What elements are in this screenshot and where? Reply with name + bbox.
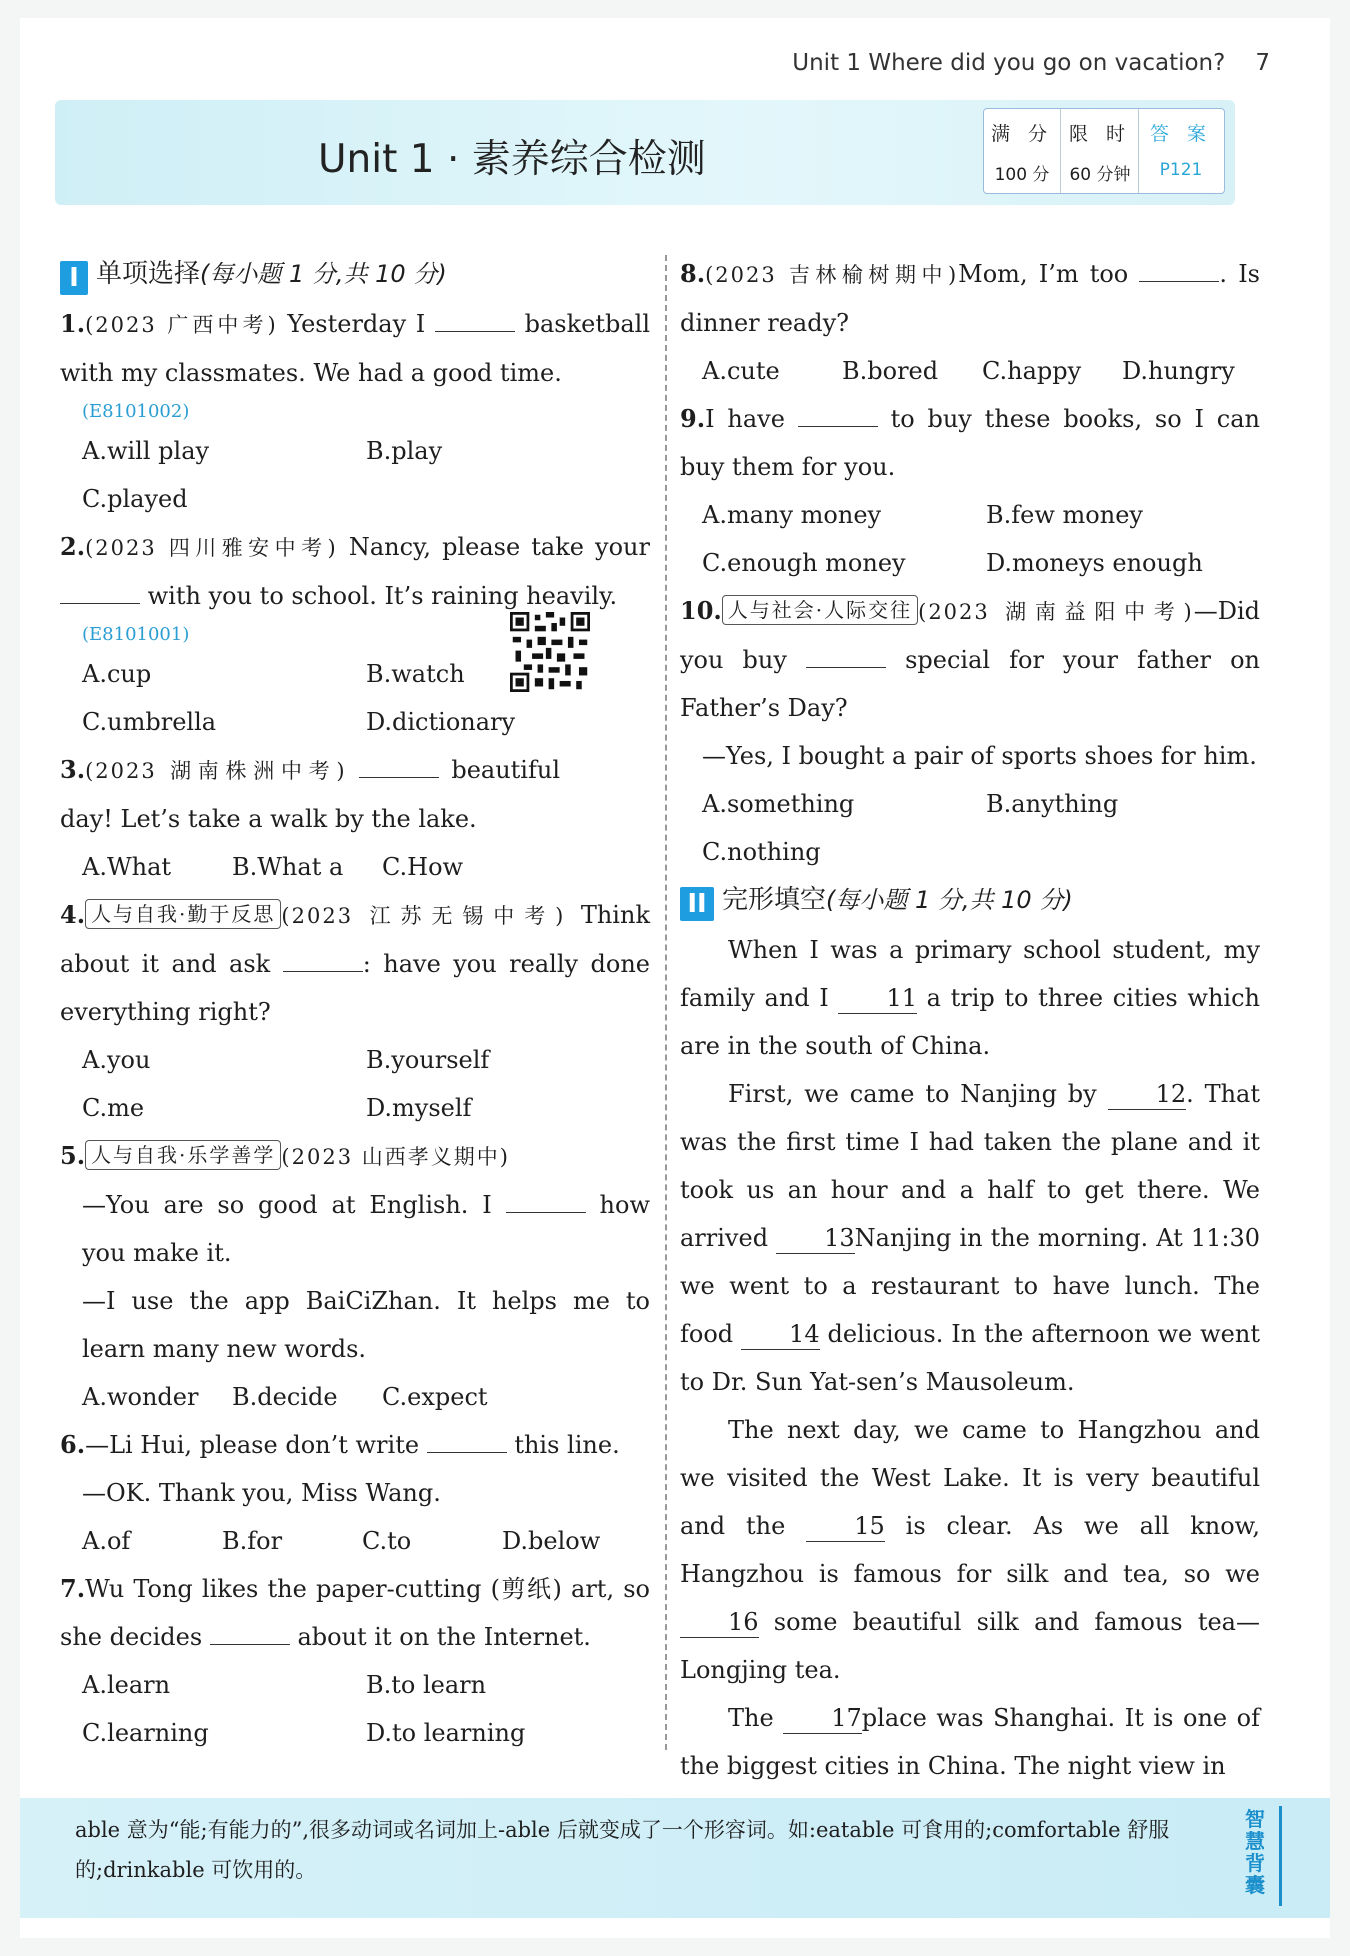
answer-blank[interactable] [435, 309, 515, 332]
option[interactable]: B.decide [232, 1383, 338, 1411]
options [60, 1084, 650, 1132]
dialogue-line: —I use the app BaiCiZhan. It helps me to learn many new words. [82, 1287, 650, 1363]
option[interactable]: C.to [362, 1527, 412, 1555]
column-divider [665, 255, 667, 1750]
option[interactable]: B.bored [842, 357, 939, 385]
options [60, 1517, 650, 1565]
option[interactable]: C.How [382, 853, 464, 881]
option[interactable]: A.cup [82, 660, 152, 688]
option[interactable]: A.many money [702, 501, 882, 529]
cloze-blank[interactable]: 12 [1108, 1079, 1187, 1110]
answer-blank[interactable] [60, 581, 140, 604]
option[interactable]: D.hungry [1122, 357, 1235, 385]
time-limit-cell: 限 时 60 分钟 [1062, 109, 1139, 193]
option[interactable]: C.happy [982, 357, 1082, 385]
question-code: (E8101001) [82, 624, 190, 645]
answer-blank[interactable] [506, 1190, 586, 1213]
options [680, 491, 1260, 539]
cloze-blank[interactable]: 17 [783, 1703, 862, 1734]
options [680, 539, 1260, 587]
option[interactable]: A.something [702, 790, 855, 818]
question-2: 2.(2023 四川雅安中考) Nancy, please take your with you to school. It’s raining heavily. [60, 532, 650, 610]
dialogue-line: —Yes, I bought a pair of sports shoes for him. [702, 742, 1257, 770]
option[interactable]: C.expect [382, 1383, 488, 1411]
question-8: 8.(2023 吉林榆树期中)Mom, I’m too . Is dinner ready? [680, 259, 1260, 337]
options [60, 1373, 650, 1421]
question-5: 5. 人与自我·乐学善学 (2023 山西孝义期中) [60, 1141, 510, 1170]
options [680, 828, 1260, 876]
options [60, 843, 650, 891]
answer-blank[interactable] [359, 755, 439, 778]
options [60, 1709, 650, 1757]
option[interactable]: D.below [502, 1527, 601, 1555]
topic-tag: 人与社会·人际交往 [722, 595, 918, 625]
topic-tag: 人与自我·乐学善学 [85, 1140, 281, 1170]
topic-tag: 人与自我·勤于反思 [85, 899, 281, 929]
question-4: 4. 人与自我·勤于反思 (2023 江苏无锡中考) Think about it and ask : have you really done everything right? [60, 900, 650, 1026]
cloze-paragraph: The 17place was Shanghai. It is one of the biggest cities in China. The night view in [680, 1704, 1260, 1780]
cloze-blank[interactable]: 15 [806, 1511, 885, 1542]
options [60, 475, 650, 523]
option[interactable]: A.of [82, 1527, 131, 1555]
options [60, 1036, 650, 1084]
dialogue-line: —OK. Thank you, Miss Wang. [82, 1479, 441, 1507]
option[interactable]: B.to learn [366, 1671, 487, 1699]
tip-label: 智慧背囊 [1245, 1807, 1265, 1897]
option[interactable]: D.moneys enough [986, 549, 1203, 577]
options [60, 427, 650, 475]
cloze-paragraph: The next day, we came to Hangzhou and we visited the West Lake. It is very beautiful and the 15 is clear. As we all know, Hangzhou is famous for silk and tea, so we 16 some beautiful silk and famous tea—Longjing tea. [680, 1416, 1260, 1684]
option[interactable]: D.to learning [366, 1719, 526, 1747]
running-title: Unit 1 Where did you go on vacation? [792, 50, 1226, 76]
answer-blank[interactable] [806, 645, 886, 668]
dialogue-line: —You are so good at English. I how you make it. [82, 1191, 650, 1267]
cloze-paragraph: First, we came to Nanjing by 12. That was the first time I had taken the plane and it took us an hour and a half to get there. We arrived 13Nanjing in the morning. At 11:30 we went to a restaurant to have lunch. The food 14 delicious. In the afternoon we went to Dr. Sun Yat-sen’s Mausoleum. [680, 1080, 1260, 1396]
page-number: 7 [1255, 50, 1270, 76]
cloze-paragraph: When I was a primary school student, my family and I 11 a trip to three cities which are in the south of China. [680, 936, 1260, 1060]
option[interactable]: A.you [82, 1046, 151, 1074]
option[interactable]: A.wonder [82, 1383, 199, 1411]
option[interactable]: A.will play [82, 437, 210, 465]
tip-footer [20, 1798, 1330, 1918]
section-number-badge: II [680, 887, 714, 921]
answer-blank[interactable] [427, 1430, 507, 1453]
cloze-blank[interactable]: 16 [680, 1607, 759, 1638]
options [680, 347, 1260, 395]
tip-divider [1279, 1806, 1282, 1906]
cloze-blank[interactable]: 11 [838, 983, 917, 1014]
tip-text: able 意为“能;有能力的”,很多动词或名词加上-able 后就变成了一个形容词。如:eatable 可食用的;comfortable 舒服的;drinkable 可饮用的。 [75, 1818, 1170, 1882]
score-box [983, 108, 1225, 194]
left-column [60, 250, 650, 1757]
qr-code-icon[interactable] [510, 612, 590, 692]
options [60, 1661, 650, 1709]
full-score-cell: 满 分 100 分 [984, 109, 1061, 193]
option[interactable]: B.anything [986, 790, 1119, 818]
page-title: Unit 1 · 素养综合检测 [318, 137, 706, 182]
section-heading: II 完形填空(每小题 1 分,共 10 分) [680, 876, 1260, 924]
option[interactable]: C.learning [82, 1719, 209, 1747]
section-heading: I 单项选择(每小题 1 分,共 10 分) [60, 250, 650, 298]
option[interactable]: C.umbrella [82, 708, 217, 736]
question-9: 9.I have to buy these books, so I can buy them for you. [680, 404, 1260, 481]
options [680, 780, 1260, 828]
title-banner [55, 100, 1235, 205]
question-1: 1.(2023 广西中考) Yesterday I basketball with my classmates. We had a good time. [60, 309, 650, 387]
section-number-badge: I [60, 261, 88, 295]
option[interactable]: B.What a [232, 853, 344, 881]
option[interactable]: C.nothing [702, 838, 821, 866]
option[interactable]: D.myself [366, 1094, 472, 1122]
answer-blank[interactable] [210, 1622, 290, 1645]
question-3: 3.(2023 湖南株洲中考) beautiful day! Let’s take a walk by the lake. [60, 755, 560, 833]
cloze-blank[interactable]: 14 [741, 1319, 820, 1350]
option[interactable]: A.learn [82, 1671, 171, 1699]
right-column [680, 250, 1260, 1790]
answer-cell[interactable]: 答 案 P121 [1149, 123, 1213, 180]
option[interactable]: B.few money [986, 501, 1143, 529]
option[interactable]: B.for [222, 1527, 283, 1555]
option[interactable]: D.dictionary [366, 708, 516, 736]
question-6: 6.—Li Hui, please don’t write this line. [60, 1430, 620, 1459]
answer-blank[interactable] [798, 404, 878, 427]
running-header [792, 50, 1270, 76]
question-code: (E8101002) [82, 401, 190, 422]
cloze-blank[interactable]: 13 [776, 1223, 855, 1254]
option[interactable]: C.played [82, 485, 188, 513]
answer-blank[interactable] [283, 949, 363, 972]
options [60, 698, 650, 746]
option[interactable]: B.yourself [366, 1046, 490, 1074]
option[interactable]: C.me [82, 1094, 145, 1122]
option[interactable]: B.watch [366, 660, 465, 688]
option[interactable]: A.cute [702, 357, 780, 385]
answer-blank[interactable] [1139, 259, 1219, 282]
question-10: 10. 人与社会·人际交往 (2023 湖南益阳中考)—Did you buy special for your father on Father’s Day? [680, 596, 1260, 722]
option[interactable]: B.play [366, 437, 443, 465]
option[interactable]: C.enough money [702, 549, 906, 577]
question-7: 7.Wu Tong likes the paper-cutting (剪纸) art, so she decides about it on the Internet. [60, 1574, 650, 1651]
option[interactable]: A.What [82, 853, 172, 881]
